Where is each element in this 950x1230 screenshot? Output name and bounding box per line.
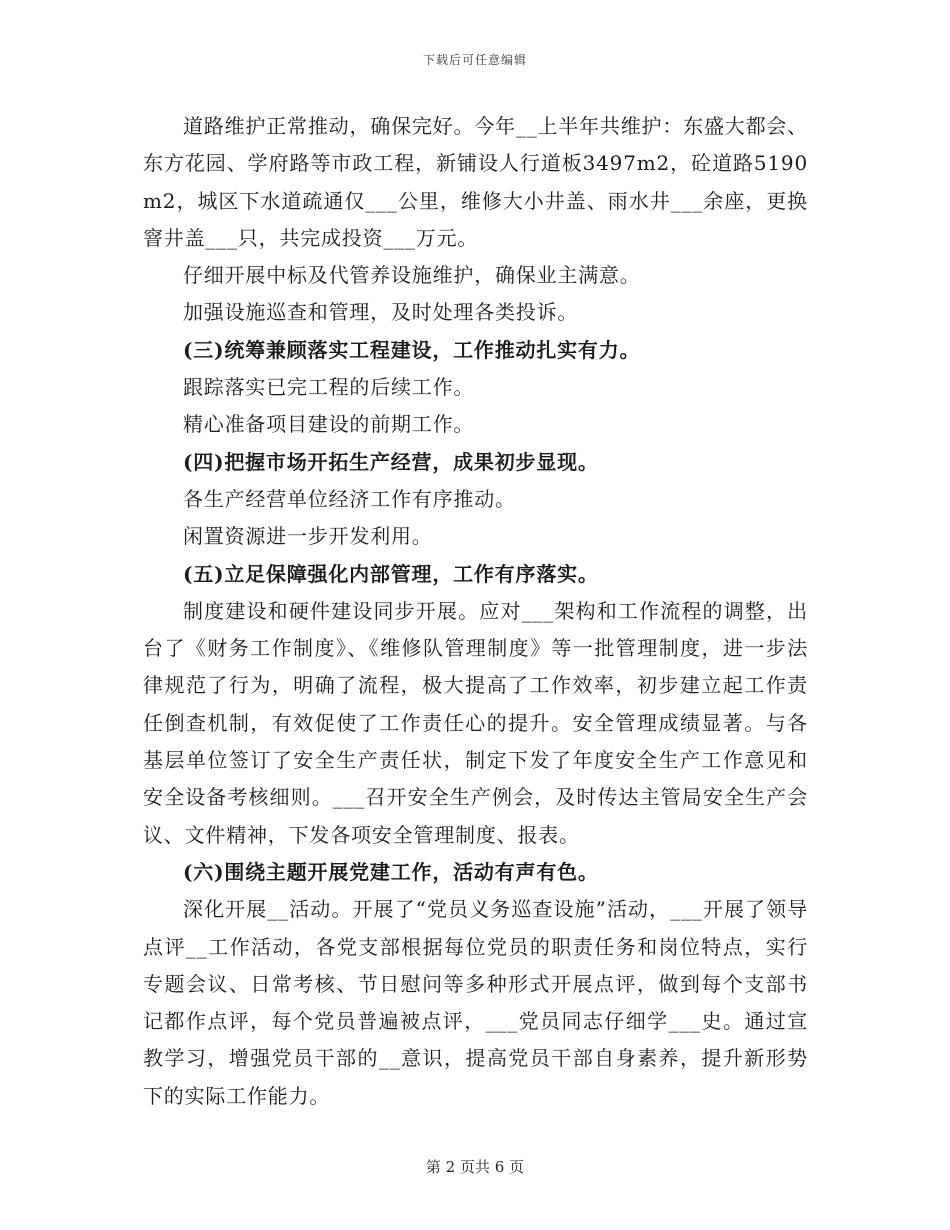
paragraph-preparation: 精心准备项目建设的前期工作。 (183, 412, 475, 437)
page-header: 下载后可任意编辑 (422, 53, 527, 67)
paragraph-idle-resources: 闲置资源进一步开发利用。 (183, 524, 433, 549)
paragraph-internal-management: 制度建设和硬件建设同步开展。应对___架构和工作流程的调整，出台了《财务工作制度》、《维修队管理制度》等一批管理制度，进一步法律规范了行为，明确了流程，极大提高了工作效率，初步建立起工作责任倒查机制，有效促使了工作责任心的提升。安全管理成绩显著。与各基层单位签订了安全生产责任状，制定下发了年度安全生产工作意见和安全设备考核细则。___召开安全生产例会，及时传达主管局安全生产会议、文件精神，下发各项安全管理制度、报表。 (143, 598, 808, 847)
section-heading-6: (六)围绕主题开展党建工作，活动有声有色。 (183, 859, 599, 884)
paragraph-follow-up: 跟踪落实已完工程的后续工作。 (183, 375, 475, 400)
section-heading-4: (四)把握市场开拓生产经营，成果初步显现。 (183, 449, 599, 474)
document-body (143, 108, 808, 1115)
paragraph-inspection: 加强设施巡查和管理，及时处理各类投诉。 (183, 300, 579, 325)
paragraph-production: 各生产经营单位经济工作有序推动。 (183, 486, 516, 511)
section-heading-3: (三)统筹兼顾落实工程建设，工作推动扎实有力。 (183, 337, 641, 362)
paragraph-road-maintenance: 道路维护正常推动，确保完好。今年__上半年共维护：东盛大都会、东方花园、学府路等市政工程，新铺设人行道板3497m2，砼道路5190m2，城区下水道疏通仅___公里，维修大小井盖、雨水井___余座，更换窨井盖___只，共完成投资___万元。 (143, 114, 808, 250)
page-number: 第 2 页共 6 页 (425, 1158, 525, 1176)
section-heading-5: (五)立足保障强化内部管理，工作有序落实。 (183, 561, 599, 586)
paragraph-party-building: 深化开展__活动。开展了“党员义务巡查设施”活动，___开展了领导点评__工作活动，各党支部根据每位党员的职责任务和岗位特点，实行专题会议、日常考核、节日慰问等多种形式开展点评，做到每个支部书记都作点评，每个党员普遍被点评，___党员同志仔细学___史。通过宣教学习，增强党员干部的__意识，提高党员干部自身素养，提升新形势下的实际工作能力。 (143, 897, 808, 1108)
paragraph-bid-maintenance: 仔细开展中标及代管养设施维护，确保业主满意。 (183, 263, 641, 288)
